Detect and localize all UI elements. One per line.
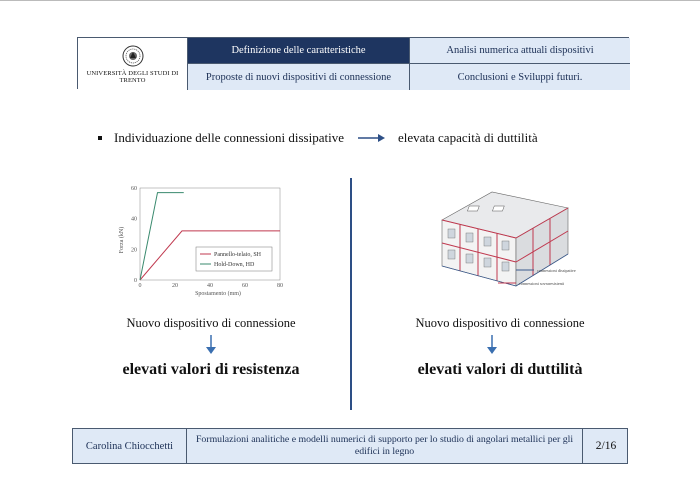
footer-author: Carolina Chiocchetti bbox=[85, 440, 174, 452]
tab-definizione[interactable]: Definizione delle caratteristiche bbox=[188, 38, 410, 64]
top-rule bbox=[0, 0, 700, 1]
tab-proposte[interactable]: Proposte di nuovi dispositivi di connessione bbox=[188, 64, 410, 90]
x-axis-label: Spostamento (mm) bbox=[195, 291, 241, 297]
x-tick-label: 0 bbox=[138, 283, 142, 289]
arrow-down-icon bbox=[485, 335, 499, 355]
footer bbox=[72, 428, 628, 464]
bullet-left-text: Individuazione delle connessioni dissipative bbox=[114, 130, 344, 145]
y-tick-label: 60 bbox=[131, 186, 137, 192]
y-tick-label: 20 bbox=[131, 247, 137, 254]
force-displacement-chart bbox=[110, 180, 290, 300]
right-result: elevati valori di duttilità bbox=[417, 361, 583, 378]
university-logo bbox=[78, 38, 188, 90]
university-seal-icon bbox=[122, 45, 144, 67]
legend-label-overstrength: connessioni sovraresistenti bbox=[519, 281, 565, 286]
legend-label-hd: Hold-Down, HD bbox=[214, 262, 255, 268]
legend-label-dissipative: connessioni dissipative bbox=[537, 268, 576, 273]
y-tick-label: 0 bbox=[134, 278, 137, 284]
left-result: elevati valori di resistenza bbox=[122, 361, 300, 378]
y-tick-label: 40 bbox=[131, 216, 137, 223]
page-number: 2/16 bbox=[595, 440, 617, 452]
tab-conclusioni[interactable]: Conclusioni e Sviluppi futuri. bbox=[410, 64, 630, 90]
right-caption: Nuovo dispositivo di connessione bbox=[415, 316, 585, 330]
x-tick-label: 80 bbox=[277, 283, 283, 289]
left-caption: Nuovo dispositivo di connessione bbox=[126, 316, 296, 330]
footer-title: Formulazioni analitiche e modelli numerici di supporto per lo studio di angolari metallici per gli edifici in legno bbox=[186, 429, 583, 463]
x-tick-label: 20 bbox=[172, 283, 178, 289]
x-tick-label: 40 bbox=[207, 283, 213, 289]
header-nav bbox=[77, 37, 629, 89]
timber-building-illustration bbox=[418, 182, 583, 302]
bullet-right-text: elevata capacità di duttilità bbox=[397, 130, 538, 145]
bullet-icon bbox=[98, 136, 102, 140]
tab-analisi[interactable]: Analisi numerica attuali dispositivi bbox=[410, 38, 630, 64]
legend-label-sh: Pannello-telaio, SH bbox=[214, 252, 261, 258]
chart-legend bbox=[196, 247, 272, 271]
arrow-right-icon bbox=[358, 133, 386, 143]
university-name: UNIVERSITÀ DEGLI STUDI DI TRENTO bbox=[86, 69, 179, 84]
y-axis-label: Forza (kN) bbox=[119, 226, 125, 254]
bullet-statement bbox=[98, 130, 538, 146]
x-tick-label: 60 bbox=[242, 283, 248, 289]
arrow-down-icon bbox=[204, 335, 218, 355]
